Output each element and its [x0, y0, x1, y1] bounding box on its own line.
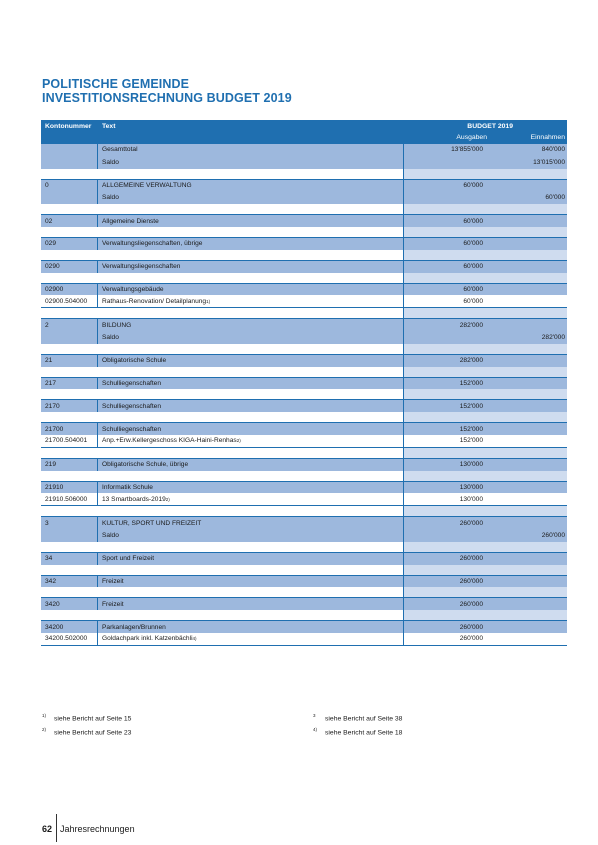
spacer-right [404, 471, 567, 481]
cell-einnahmen-value: 282'000 [541, 333, 565, 341]
cell-ausgaben-value: 130'000 [459, 483, 483, 491]
table-row [41, 399, 567, 412]
cell-kontonummer [41, 156, 98, 169]
cell-kontonummer-value: 02900.504000 [45, 297, 88, 305]
cell-kontonummer [41, 529, 98, 542]
table-row [41, 295, 567, 308]
cell-kontonummer [41, 576, 98, 588]
cell-kontonummer [41, 355, 98, 367]
cell-text [98, 482, 404, 494]
spacer-right [404, 389, 567, 399]
cell-kontonummer [41, 191, 98, 204]
table-row [41, 237, 567, 250]
table-spacer [41, 308, 567, 318]
cell-ausgaben-value: 60'000 [463, 240, 483, 248]
spacer-left [41, 250, 404, 260]
cell-text [98, 284, 404, 296]
spacer-left [41, 227, 404, 237]
cell-ausgaben-value: 60'000 [463, 181, 483, 189]
cell-ausgaben [404, 482, 484, 494]
cell-ausgaben-value: 60'000 [463, 217, 483, 225]
table-row [41, 422, 567, 435]
cell-einnahmen [484, 144, 567, 156]
spacer-left [41, 367, 404, 377]
cell-kontonummer-value: 342 [45, 577, 57, 585]
table-spacer [41, 471, 567, 481]
cell-einnahmen [484, 576, 567, 588]
table-row [41, 318, 567, 331]
spacer-left [41, 273, 404, 283]
cell-einnahmen [484, 191, 567, 204]
cell-text-value: Rathaus-Renovation/ Detailplanung [102, 297, 207, 305]
spacer-right [404, 542, 567, 552]
cell-text [98, 215, 404, 227]
cell-text [98, 144, 404, 156]
table-row [41, 575, 567, 588]
cell-text [98, 355, 404, 367]
cell-kontonummer-value: 21700.504001 [45, 437, 88, 445]
cell-ausgaben-value: 13'855'000 [451, 146, 483, 154]
cell-ausgaben-value: 152'000 [459, 437, 483, 445]
spacer-right [404, 587, 567, 597]
footnote-mark: 2) [42, 727, 47, 733]
table-body [41, 143, 567, 646]
cell-text [98, 459, 404, 471]
spacer-left [41, 344, 404, 354]
footnote-text: siehe Bericht auf Seite 38 [325, 715, 403, 723]
spacer-right [404, 367, 567, 377]
footnote-2 [42, 724, 131, 738]
cell-text [98, 261, 404, 273]
cell-einnahmen [484, 423, 567, 435]
cell-kontonummer [41, 621, 98, 633]
cell-einnahmen [484, 261, 567, 273]
spacer-left [41, 610, 404, 620]
spacer-right [404, 412, 567, 422]
cell-ausgaben-value: 130'000 [459, 461, 483, 469]
table-row [41, 260, 567, 273]
cell-kontonummer-value: 34200 [45, 623, 64, 631]
page-footer [42, 816, 135, 842]
spacer-left [41, 448, 404, 458]
cell-kontonummer-value: 3 [45, 519, 49, 527]
cell-ausgaben [404, 144, 484, 156]
cell-text [98, 621, 404, 633]
cell-ausgaben [404, 295, 484, 307]
cell-text-value: Verwaltungsgebäude [102, 285, 164, 293]
table-row [41, 143, 567, 156]
page-number: 62 [42, 824, 53, 834]
cell-text [98, 319, 404, 331]
cell-text-value: Schulliegenschaften [102, 425, 162, 433]
spacer-right [404, 610, 567, 620]
table-spacer [41, 389, 567, 399]
cell-kontonummer [41, 319, 98, 331]
cell-ausgaben-value: 260'000 [459, 623, 483, 631]
cell-einnahmen [484, 459, 567, 471]
cell-text-value: Anp.+Erw.Kellergeschoss KIGA-Haini-Renhas [102, 437, 237, 445]
cell-text [98, 400, 404, 412]
header-ausgaben: Ausgaben [456, 134, 487, 141]
document-title [42, 77, 292, 105]
table-row [41, 377, 567, 390]
cell-kontonummer [41, 295, 98, 307]
cell-ausgaben-value: 260'000 [459, 577, 483, 585]
table-spacer [41, 227, 567, 237]
cell-text-value: ALLGEMEINE VERWALTUNG [102, 181, 192, 189]
cell-ausgaben-value: 260'000 [459, 555, 483, 563]
footnotes-right [313, 710, 402, 739]
cell-kontonummer-value: 34 [45, 555, 53, 563]
cell-ausgaben [404, 355, 484, 367]
table-row [41, 597, 567, 610]
cell-einnahmen [484, 598, 567, 610]
cell-text [98, 576, 404, 588]
cell-text-value: KULTUR, SPORT UND FREIZEIT [102, 519, 202, 527]
cell-kontonummer-value: 0290 [45, 263, 60, 271]
cell-einnahmen [484, 400, 567, 412]
cell-ausgaben-value: 152'000 [459, 425, 483, 433]
cell-kontonummer [41, 423, 98, 435]
spacer-left [41, 169, 404, 179]
cell-text [98, 435, 404, 447]
cell-ausgaben-value: 152'000 [459, 402, 483, 410]
cell-kontonummer [41, 284, 98, 296]
cell-einnahmen [484, 180, 567, 192]
table-row [41, 435, 567, 448]
table-spacer [41, 412, 567, 422]
spacer-left [41, 506, 404, 516]
cell-text [98, 423, 404, 435]
cell-ausgaben [404, 621, 484, 633]
footnote-ref: 2) [236, 438, 241, 444]
cell-kontonummer-value: 2170 [45, 402, 60, 410]
cell-kontonummer-value: 029 [45, 240, 57, 248]
table-row [41, 458, 567, 471]
budget-table [41, 120, 567, 646]
cell-kontonummer-value: 0 [45, 181, 49, 189]
cell-kontonummer [41, 180, 98, 192]
table-spacer [41, 204, 567, 214]
cell-einnahmen-value: 840'000 [541, 146, 565, 154]
cell-text-value: Verwaltungsliegenschaften [102, 263, 181, 271]
header-einnahmen: Einnahmen [530, 134, 565, 141]
cell-text-value: Freizeit [102, 577, 124, 585]
spacer-left [41, 412, 404, 422]
cell-kontonummer-value: 217 [45, 379, 57, 387]
cell-kontonummer [41, 459, 98, 471]
footnote-text: siehe Bericht auf Seite 15 [54, 715, 132, 723]
cell-text-value: Schulliegenschaften [102, 379, 162, 387]
cell-ausgaben [404, 529, 484, 542]
cell-ausgaben [404, 633, 484, 645]
spacer-right [404, 250, 567, 260]
spacer-left [41, 565, 404, 575]
cell-ausgaben-value: 282'000 [459, 357, 483, 365]
title-line-1: POLITISCHE GEMEINDE [42, 77, 190, 91]
cell-kontonummer [41, 144, 98, 156]
cell-einnahmen [484, 355, 567, 367]
cell-kontonummer-value: 21700 [45, 425, 64, 433]
footnote-mark: 1) [42, 713, 47, 718]
cell-kontonummer [41, 215, 98, 227]
spacer-right [404, 169, 567, 179]
footer-label: Jahresrechnungen [60, 824, 135, 834]
cell-text-value: Schulliegenschaften [102, 402, 162, 410]
cell-einnahmen [484, 215, 567, 227]
cell-ausgaben-value: 130'000 [459, 495, 483, 503]
table-row [41, 493, 567, 506]
table-row [41, 354, 567, 367]
cell-ausgaben [404, 423, 484, 435]
cell-text-value: Sport und Freizeit [102, 555, 155, 563]
cell-text-value: Freizeit [102, 600, 124, 608]
table-row [41, 331, 567, 344]
table-row [41, 516, 567, 529]
cell-einnahmen-value: 260'000 [541, 531, 565, 539]
cell-einnahmen [484, 319, 567, 331]
cell-einnahmen [484, 482, 567, 494]
table-spacer [41, 587, 567, 597]
table-row [41, 529, 567, 542]
spacer-right [404, 204, 567, 214]
cell-kontonummer [41, 553, 98, 565]
cell-text [98, 378, 404, 390]
footnote-ref: 4) [192, 636, 197, 642]
cell-ausgaben [404, 284, 484, 296]
cell-ausgaben [404, 191, 484, 204]
cell-einnahmen [484, 295, 567, 307]
spacer-right [404, 448, 567, 458]
cell-kontonummer [41, 378, 98, 390]
spacer-right [404, 565, 567, 575]
cell-ausgaben [404, 180, 484, 192]
cell-kontonummer [41, 261, 98, 273]
cell-text-value: Goldachpark inkl. Katzenbächli [102, 635, 193, 643]
cell-kontonummer [41, 435, 98, 447]
footnote-1 [42, 710, 131, 724]
cell-kontonummer-value: 34200.502000 [45, 635, 88, 643]
cell-einnahmen [484, 517, 567, 529]
cell-ausgaben [404, 156, 484, 169]
cell-einnahmen [484, 633, 567, 645]
spacer-left [41, 542, 404, 552]
cell-ausgaben [404, 598, 484, 610]
table-spacer [41, 506, 567, 516]
cell-ausgaben [404, 238, 484, 250]
cell-einnahmen [484, 156, 567, 169]
spacer-right [404, 506, 567, 516]
spacer-left [41, 587, 404, 597]
cell-einnahmen [484, 529, 567, 542]
cell-einnahmen [484, 553, 567, 565]
cell-text-value: Obligatorische Schule [102, 357, 167, 365]
table-spacer [41, 367, 567, 377]
cell-ausgaben-value: 282'000 [459, 321, 483, 329]
cell-text-value: Saldo [102, 158, 119, 166]
table-row [41, 179, 567, 192]
cell-text-value: Saldo [102, 333, 119, 341]
cell-ausgaben [404, 459, 484, 471]
spacer-right [404, 227, 567, 237]
cell-einnahmen [484, 284, 567, 296]
cell-einnahmen [484, 331, 567, 344]
footnote-text: siehe Bericht auf Seite 18 [325, 729, 403, 737]
footnotes-left [42, 710, 131, 739]
cell-kontonummer [41, 598, 98, 610]
cell-ausgaben [404, 378, 484, 390]
cell-ausgaben-value: 60'000 [463, 285, 483, 293]
cell-einnahmen-value: 13'015'000 [533, 158, 565, 166]
header-budget: BUDGET 2019 [467, 122, 513, 130]
cell-ausgaben [404, 400, 484, 412]
cell-kontonummer-value: 21910 [45, 483, 64, 491]
spacer-left [41, 308, 404, 318]
cell-kontonummer [41, 493, 98, 505]
footnote-text: siehe Bericht auf Seite 23 [54, 729, 132, 737]
footnote-4 [313, 724, 402, 738]
cell-kontonummer-value: 2 [45, 321, 49, 329]
table-row [41, 214, 567, 227]
cell-text-value: 13 Smartboards-2019 [102, 495, 166, 503]
table-row [41, 283, 567, 296]
table-row [41, 481, 567, 494]
cell-text [98, 180, 404, 192]
table-row [41, 156, 567, 169]
table-spacer [41, 610, 567, 620]
spacer-right [404, 344, 567, 354]
cell-einnahmen [484, 621, 567, 633]
cell-einnahmen [484, 493, 567, 505]
cell-einnahmen [484, 238, 567, 250]
cell-kontonummer-value: 21910.506000 [45, 495, 88, 503]
table-row [41, 552, 567, 565]
footer-divider [56, 814, 57, 842]
cell-kontonummer-value: 219 [45, 461, 57, 469]
cell-text-value: Gesamttotal [102, 146, 138, 154]
cell-kontonummer-value: 02 [45, 217, 53, 225]
table-spacer [41, 273, 567, 283]
title-line-2: INVESTITIONSRECHNUNG BUDGET 2019 [42, 91, 292, 105]
cell-ausgaben-value: 260'000 [459, 635, 483, 643]
cell-ausgaben [404, 435, 484, 447]
cell-kontonummer [41, 331, 98, 344]
cell-ausgaben-value: 260'000 [459, 519, 483, 527]
cell-text-value: Saldo [102, 531, 119, 539]
cell-einnahmen [484, 378, 567, 390]
footnote-mark: 4) [313, 727, 318, 733]
table-spacer [41, 344, 567, 354]
spacer-right [404, 308, 567, 318]
table-spacer [41, 169, 567, 179]
spacer-right [404, 273, 567, 283]
footnote-ref: 2) [165, 496, 170, 502]
cell-text-value: BILDUNG [102, 321, 132, 329]
cell-ausgaben-value: 152'000 [459, 379, 483, 387]
cell-text [98, 331, 404, 344]
header-kontonummer: Kontonummer [45, 122, 92, 130]
spacer-left [41, 389, 404, 399]
cell-ausgaben [404, 261, 484, 273]
cell-text [98, 529, 404, 542]
footnote-mark: 3 [313, 713, 316, 718]
cell-ausgaben-value: 60'000 [463, 263, 483, 271]
table-header [41, 120, 567, 132]
cell-ausgaben [404, 576, 484, 588]
cell-text [98, 517, 404, 529]
cell-ausgaben [404, 493, 484, 505]
cell-ausgaben [404, 215, 484, 227]
cell-text-value: Obligatorische Schule, übrige [102, 461, 189, 469]
cell-ausgaben-value: 60'000 [463, 297, 483, 305]
cell-text [98, 553, 404, 565]
cell-text-value: Allgemeine Dienste [102, 217, 159, 225]
cell-text [98, 598, 404, 610]
cell-text-value: Informatik Schule [102, 483, 153, 491]
cell-text-value: Verwaltungsliegenschaften, übrige [102, 240, 203, 248]
cell-ausgaben [404, 553, 484, 565]
table-row [41, 633, 567, 646]
cell-text [98, 633, 404, 645]
cell-text [98, 493, 404, 505]
cell-kontonummer [41, 633, 98, 645]
cell-ausgaben [404, 331, 484, 344]
table-row [41, 620, 567, 633]
spacer-left [41, 204, 404, 214]
cell-kontonummer-value: 3420 [45, 600, 60, 608]
cell-ausgaben [404, 517, 484, 529]
cell-text [98, 191, 404, 204]
spacer-left [41, 471, 404, 481]
cell-text [98, 295, 404, 307]
cell-text-value: Saldo [102, 194, 119, 202]
footnote-3 [313, 710, 402, 724]
table-subheader [41, 132, 567, 143]
header-text: Text [102, 122, 116, 130]
cell-kontonummer [41, 400, 98, 412]
table-spacer [41, 565, 567, 575]
table-spacer [41, 448, 567, 458]
footnote-ref: 1) [206, 298, 211, 304]
cell-text [98, 238, 404, 250]
cell-kontonummer [41, 482, 98, 494]
cell-kontonummer [41, 517, 98, 529]
cell-einnahmen [484, 435, 567, 447]
table-spacer [41, 250, 567, 260]
table-row [41, 191, 567, 204]
cell-kontonummer-value: 02900 [45, 285, 64, 293]
table-spacer [41, 542, 567, 552]
cell-kontonummer-value: 21 [45, 357, 53, 365]
cell-ausgaben-value: 260'000 [459, 600, 483, 608]
cell-kontonummer [41, 238, 98, 250]
cell-text-value: Parkanlagen/Brunnen [102, 623, 166, 631]
cell-einnahmen-value: 60'000 [545, 194, 565, 202]
cell-ausgaben [404, 319, 484, 331]
cell-text [98, 156, 404, 169]
